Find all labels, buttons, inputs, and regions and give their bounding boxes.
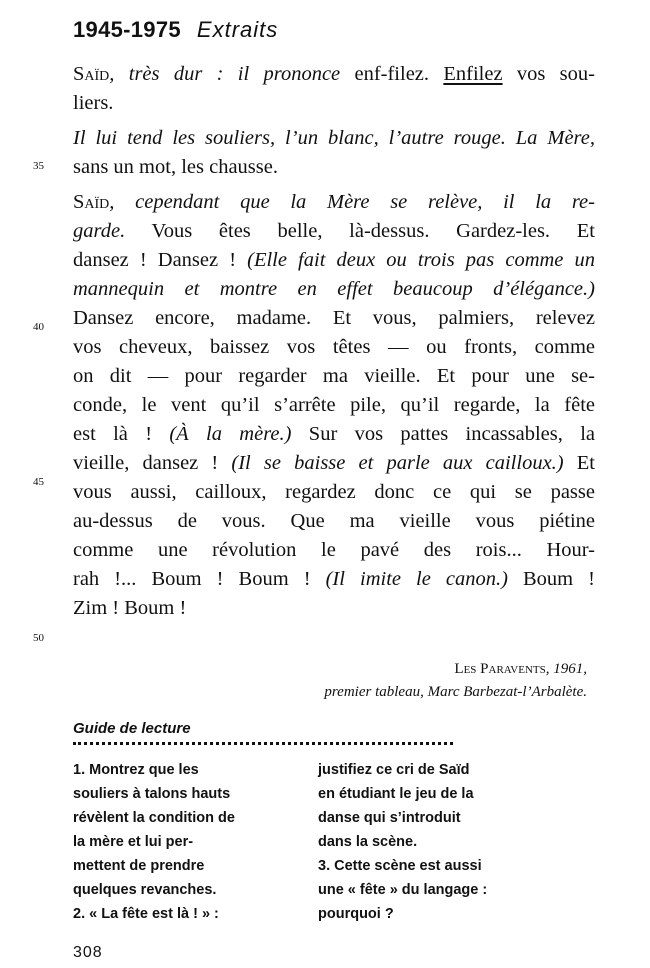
- guide-line: en étudiant le jeu de la: [318, 786, 474, 802]
- guide-line: justifiez ce cri de Saïd: [318, 762, 470, 778]
- text-line: Zim ! Boum !: [73, 597, 187, 619]
- guide-line: souliers à talons hauts: [73, 786, 231, 802]
- text-line: [73, 449, 595, 478]
- stage-direction: , très dur : il prononce: [109, 63, 341, 85]
- source-citation: [187, 658, 587, 704]
- guide-line: révèlent la condition de: [73, 810, 235, 826]
- guide-line: une « fête » du langage :: [318, 882, 488, 898]
- running-header: [73, 16, 278, 44]
- speaker-name: Saïd: [73, 63, 110, 85]
- text-line: Dansez encore, madame. Et vous, palmiers, relevez: [73, 307, 595, 329]
- paragraph-stage-direction: [73, 124, 595, 182]
- stage-direction: (Il se baisse et parle aux cailloux.): [231, 452, 564, 474]
- text-line: [73, 565, 595, 594]
- guide-line: pourquoi ?: [318, 906, 394, 922]
- guide-column-left: [73, 758, 288, 926]
- text-line: conde, le vent qu’il s’arrête pile, qu’il regarde, la fête: [73, 394, 595, 416]
- header-years: 1945-1975: [73, 17, 181, 42]
- speaker-name: Saïd: [73, 191, 110, 213]
- text-span: Vous êtes belle, là-dessus. Gardez-les. Et: [125, 220, 595, 242]
- text-span: rah !... Boum ! Boum !: [73, 568, 326, 590]
- guide-line: 2. « La fête est là ! » :: [73, 906, 219, 922]
- guide-line: mettent de prendre: [73, 858, 205, 874]
- guide-line: dans la scène.: [318, 834, 418, 850]
- text-line: [73, 420, 595, 449]
- text-line: [73, 124, 595, 153]
- dotted-divider: [73, 742, 453, 745]
- text-span: vos sou-: [502, 63, 595, 85]
- stage-direction: mannequin et montre en effet beaucoup d’élégance.): [73, 278, 595, 300]
- text-span: dansez ! Dansez !: [73, 249, 248, 271]
- text-line: liers.: [73, 92, 114, 114]
- text-line: vos cheveux, baissez vos têtes — ou fronts, comme: [73, 336, 595, 358]
- stage-direction: (Il imite le canon.): [325, 568, 508, 590]
- source-detail: [187, 681, 587, 704]
- text-line: [73, 60, 595, 89]
- page-number: 308: [73, 944, 103, 961]
- text-line: [73, 246, 595, 275]
- source-title-line: [187, 658, 587, 681]
- paragraph-said-1: [73, 60, 595, 118]
- text-span: est là !: [73, 423, 170, 445]
- source-year: , 1961,: [545, 661, 587, 677]
- line-number: 40: [33, 321, 44, 333]
- text-span: Sur vos pattes incassables, la: [291, 423, 595, 445]
- text-span: Et: [563, 452, 595, 474]
- paragraph-said-2: [73, 188, 595, 623]
- guide-line: la mère et lui per-: [73, 834, 194, 850]
- line-number: 35: [33, 160, 44, 172]
- guide-column-right: [318, 758, 558, 926]
- guide-line: 3. Cette scène est aussi: [318, 858, 482, 874]
- text-line: on dit — pour regarder ma vieille. Et pour une se-: [73, 365, 595, 387]
- guide-title: Guide de lecture: [73, 720, 191, 737]
- text-span: enf-filez.: [340, 63, 444, 85]
- source-detail-text: premier tableau, Marc Barbezat-l’Arbalète.: [324, 684, 587, 700]
- text-span: Boum !: [507, 568, 595, 590]
- text-line: [73, 275, 595, 304]
- guide-line: 1. Montrez que les: [73, 762, 199, 778]
- text-line: comme une révolution le pavé des rois... Hour-: [73, 539, 595, 561]
- stage-direction: , cependant que la Mère se relève, il la re-: [109, 191, 595, 213]
- text-line: sans un mot, les chausse.: [73, 156, 278, 178]
- guide-line: danse qui s’introduit: [318, 810, 461, 826]
- text-line: au-dessus de vous. Que ma vieille vous piétine: [73, 510, 595, 532]
- line-number: 45: [33, 476, 44, 488]
- stage-direction: (À la mère.): [169, 423, 292, 445]
- stage-direction: (Elle fait deux ou trois pas comme un: [247, 249, 595, 271]
- header-section: Extraits: [196, 17, 279, 42]
- line-number: 50: [33, 632, 44, 644]
- text-line: [73, 188, 595, 217]
- source-title: Les Paravents: [454, 661, 546, 677]
- text-line: [73, 217, 595, 246]
- text-span: vieille, dansez !: [73, 452, 232, 474]
- text-line: vous aussi, cailloux, regardez donc ce qui se passe: [73, 481, 595, 503]
- guide-line: quelques revanches.: [73, 882, 217, 898]
- stage-direction: Il lui tend les souliers, l’un blanc, l’autre rouge. La Mère,: [73, 127, 595, 149]
- stage-direction: garde.: [73, 220, 126, 242]
- underlined-word: Enfilez: [443, 63, 503, 85]
